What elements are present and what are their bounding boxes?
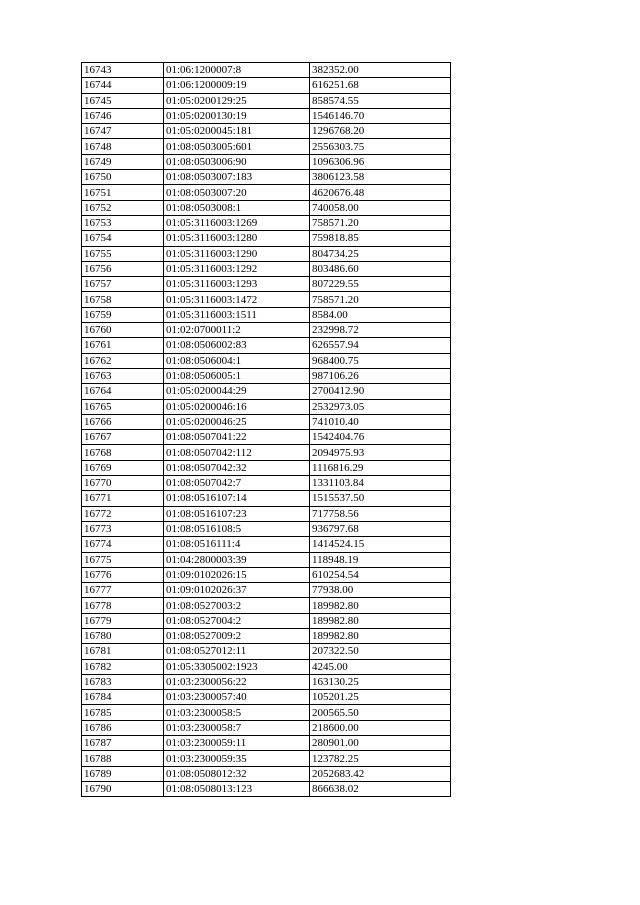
cadastral-number-cell: 01:08:0508012:32 bbox=[164, 766, 310, 781]
table-row bbox=[82, 613, 451, 628]
cadastral-number-cell: 01:05:3116003:1293 bbox=[164, 277, 310, 292]
table-row bbox=[82, 139, 451, 154]
table-row bbox=[82, 659, 451, 674]
value-cell: 4620676.48 bbox=[310, 185, 451, 200]
cadastral-number-cell: 01:03:2300059:35 bbox=[164, 751, 310, 766]
value-cell: 1296768.20 bbox=[310, 124, 451, 139]
cadastral-number-cell: 01:08:0507042:112 bbox=[164, 445, 310, 460]
cadastral-number-cell: 01:08:0507041:22 bbox=[164, 430, 310, 445]
cadastral-number-cell: 01:03:2300059:11 bbox=[164, 736, 310, 751]
row-number-cell: 16789 bbox=[82, 766, 164, 781]
table-row bbox=[82, 781, 451, 796]
value-cell: 200565.50 bbox=[310, 705, 451, 720]
cadastral-number-cell: 01:08:0527004:2 bbox=[164, 613, 310, 628]
table-row bbox=[82, 170, 451, 185]
value-cell: 382352.00 bbox=[310, 63, 451, 78]
cadastral-number-cell: 01:05:0200045:181 bbox=[164, 124, 310, 139]
row-number-cell: 16783 bbox=[82, 674, 164, 689]
value-cell: 1414524.15 bbox=[310, 537, 451, 552]
table-row bbox=[82, 399, 451, 414]
row-number-cell: 16750 bbox=[82, 170, 164, 185]
row-number-cell: 16764 bbox=[82, 384, 164, 399]
cadastral-number-cell: 01:08:0503005:601 bbox=[164, 139, 310, 154]
row-number-cell: 16760 bbox=[82, 323, 164, 338]
row-number-cell: 16786 bbox=[82, 720, 164, 735]
row-number-cell: 16785 bbox=[82, 705, 164, 720]
row-number-cell: 16765 bbox=[82, 399, 164, 414]
cadastral-number-cell: 01:03:2300058:7 bbox=[164, 720, 310, 735]
value-cell: 1542404.76 bbox=[310, 430, 451, 445]
row-number-cell: 16766 bbox=[82, 414, 164, 429]
cadastral-number-cell: 01:05:3116003:1511 bbox=[164, 307, 310, 322]
value-cell: 804734.25 bbox=[310, 246, 451, 261]
table-row bbox=[82, 292, 451, 307]
table-row bbox=[82, 476, 451, 491]
cadastral-number-cell: 01:08:0516107:23 bbox=[164, 506, 310, 521]
value-cell: 8584.00 bbox=[310, 307, 451, 322]
table-row bbox=[82, 200, 451, 215]
table-row bbox=[82, 705, 451, 720]
row-number-cell: 16770 bbox=[82, 476, 164, 491]
table-row bbox=[82, 353, 451, 368]
cadastral-number-cell: 01:08:0506004:1 bbox=[164, 353, 310, 368]
row-number-cell: 16781 bbox=[82, 644, 164, 659]
value-cell: 77938.00 bbox=[310, 583, 451, 598]
cadastral-number-cell: 01:08:0527012:11 bbox=[164, 644, 310, 659]
row-number-cell: 16778 bbox=[82, 598, 164, 613]
row-number-cell: 16755 bbox=[82, 246, 164, 261]
row-number-cell: 16747 bbox=[82, 124, 164, 139]
value-cell: 936797.68 bbox=[310, 521, 451, 536]
value-cell: 759818.85 bbox=[310, 231, 451, 246]
cadastral-number-cell: 01:08:0503006:90 bbox=[164, 154, 310, 169]
cadastral-number-cell: 01:08:0508013:123 bbox=[164, 781, 310, 796]
table-row bbox=[82, 628, 451, 643]
cadastral-number-cell: 01:03:2300057:40 bbox=[164, 690, 310, 705]
cadastral-number-cell: 01:08:0503008:1 bbox=[164, 200, 310, 215]
value-cell: 807229.55 bbox=[310, 277, 451, 292]
cadastral-number-cell: 01:08:0516107:14 bbox=[164, 491, 310, 506]
value-cell: 2556303.75 bbox=[310, 139, 451, 154]
table-row bbox=[82, 368, 451, 383]
value-cell: 866638.02 bbox=[310, 781, 451, 796]
value-cell: 218600.00 bbox=[310, 720, 451, 735]
value-cell: 610254.54 bbox=[310, 567, 451, 582]
cadastral-number-cell: 01:05:3116003:1280 bbox=[164, 231, 310, 246]
row-number-cell: 16749 bbox=[82, 154, 164, 169]
cadastral-number-cell: 01:05:0200046:16 bbox=[164, 399, 310, 414]
row-number-cell: 16769 bbox=[82, 460, 164, 475]
table-row bbox=[82, 414, 451, 429]
row-number-cell: 16790 bbox=[82, 781, 164, 796]
row-number-cell: 16752 bbox=[82, 200, 164, 215]
value-cell: 626557.94 bbox=[310, 338, 451, 353]
row-number-cell: 16780 bbox=[82, 628, 164, 643]
value-cell: 2052683.42 bbox=[310, 766, 451, 781]
table-row bbox=[82, 246, 451, 261]
value-cell: 717758.56 bbox=[310, 506, 451, 521]
row-number-cell: 16763 bbox=[82, 368, 164, 383]
value-cell: 123782.25 bbox=[310, 751, 451, 766]
value-cell: 118948.19 bbox=[310, 552, 451, 567]
cadastral-number-cell: 01:05:3116003:1290 bbox=[164, 246, 310, 261]
table-row bbox=[82, 338, 451, 353]
row-number-cell: 16771 bbox=[82, 491, 164, 506]
row-number-cell: 16756 bbox=[82, 261, 164, 276]
value-cell: 207322.50 bbox=[310, 644, 451, 659]
table-row bbox=[82, 460, 451, 475]
table-row bbox=[82, 124, 451, 139]
value-cell: 2700412.90 bbox=[310, 384, 451, 399]
value-cell: 1096306.96 bbox=[310, 154, 451, 169]
cadastral-number-cell: 01:04:2800003:39 bbox=[164, 552, 310, 567]
table-row bbox=[82, 154, 451, 169]
cadastral-number-cell: 01:09:0102026:37 bbox=[164, 583, 310, 598]
table-row bbox=[82, 720, 451, 735]
row-number-cell: 16772 bbox=[82, 506, 164, 521]
value-cell: 280901.00 bbox=[310, 736, 451, 751]
table-row bbox=[82, 567, 451, 582]
table-row bbox=[82, 323, 451, 338]
value-cell: 189982.80 bbox=[310, 613, 451, 628]
table-row bbox=[82, 674, 451, 689]
row-number-cell: 16788 bbox=[82, 751, 164, 766]
table-row bbox=[82, 231, 451, 246]
cadastral-number-cell: 01:05:0200046:25 bbox=[164, 414, 310, 429]
row-number-cell: 16759 bbox=[82, 307, 164, 322]
row-number-cell: 16784 bbox=[82, 690, 164, 705]
value-cell: 758571.20 bbox=[310, 215, 451, 230]
table-row bbox=[82, 430, 451, 445]
row-number-cell: 16768 bbox=[82, 445, 164, 460]
value-cell: 232998.72 bbox=[310, 323, 451, 338]
cadastral-number-cell: 01:05:0200129:25 bbox=[164, 93, 310, 108]
cadastral-number-cell: 01:08:0506005:1 bbox=[164, 368, 310, 383]
value-cell: 4245.00 bbox=[310, 659, 451, 674]
row-number-cell: 16743 bbox=[82, 63, 164, 78]
cadastral-number-cell: 01:08:0527009:2 bbox=[164, 628, 310, 643]
value-cell: 3806123.58 bbox=[310, 170, 451, 185]
table-row bbox=[82, 63, 451, 78]
cadastral-number-cell: 01:06:1200007:8 bbox=[164, 63, 310, 78]
row-number-cell: 16744 bbox=[82, 78, 164, 93]
table-row bbox=[82, 751, 451, 766]
cadastral-number-cell: 01:03:2300058:5 bbox=[164, 705, 310, 720]
cadastral-number-cell: 01:02:0700011:2 bbox=[164, 323, 310, 338]
row-number-cell: 16746 bbox=[82, 108, 164, 123]
row-number-cell: 16767 bbox=[82, 430, 164, 445]
value-cell: 1116816.29 bbox=[310, 460, 451, 475]
row-number-cell: 16751 bbox=[82, 185, 164, 200]
table-row bbox=[82, 506, 451, 521]
cadastral-number-cell: 01:03:2300056:22 bbox=[164, 674, 310, 689]
row-number-cell: 16757 bbox=[82, 277, 164, 292]
cadastral-number-cell: 01:05:3116003:1472 bbox=[164, 292, 310, 307]
cadastral-number-cell: 01:08:0516108:5 bbox=[164, 521, 310, 536]
table-row bbox=[82, 690, 451, 705]
row-number-cell: 16762 bbox=[82, 353, 164, 368]
cadastral-number-cell: 01:05:3116003:1269 bbox=[164, 215, 310, 230]
row-number-cell: 16773 bbox=[82, 521, 164, 536]
value-cell: 1515537.50 bbox=[310, 491, 451, 506]
value-cell: 2532973.05 bbox=[310, 399, 451, 414]
table-row bbox=[82, 108, 451, 123]
value-cell: 105201.25 bbox=[310, 690, 451, 705]
table-row bbox=[82, 583, 451, 598]
cadastral-number-cell: 01:08:0507042:32 bbox=[164, 460, 310, 475]
table-row bbox=[82, 736, 451, 751]
table-body bbox=[82, 63, 451, 797]
cadastral-number-cell: 01:08:0503007:20 bbox=[164, 185, 310, 200]
value-cell: 803486.60 bbox=[310, 261, 451, 276]
cadastral-number-cell: 01:05:0200044:29 bbox=[164, 384, 310, 399]
value-cell: 741010.40 bbox=[310, 414, 451, 429]
cadastral-number-cell: 01:08:0527003:2 bbox=[164, 598, 310, 613]
table-row bbox=[82, 766, 451, 781]
value-cell: 858574.55 bbox=[310, 93, 451, 108]
table-row bbox=[82, 384, 451, 399]
cadastral-number-cell: 01:05:3116003:1292 bbox=[164, 261, 310, 276]
value-cell: 616251.68 bbox=[310, 78, 451, 93]
cadastral-number-cell: 01:08:0507042:7 bbox=[164, 476, 310, 491]
row-number-cell: 16754 bbox=[82, 231, 164, 246]
table-row bbox=[82, 78, 451, 93]
value-cell: 740058.00 bbox=[310, 200, 451, 215]
cadastral-number-cell: 01:09:0102026:15 bbox=[164, 567, 310, 582]
cadastral-number-cell: 01:05:0200130:19 bbox=[164, 108, 310, 123]
row-number-cell: 16787 bbox=[82, 736, 164, 751]
cadastral-number-cell: 01:06:1200009:19 bbox=[164, 78, 310, 93]
value-cell: 1331103.84 bbox=[310, 476, 451, 491]
table-row bbox=[82, 537, 451, 552]
value-cell: 189982.80 bbox=[310, 598, 451, 613]
table-row bbox=[82, 215, 451, 230]
table-row bbox=[82, 598, 451, 613]
row-number-cell: 16758 bbox=[82, 292, 164, 307]
table-row bbox=[82, 491, 451, 506]
table-row bbox=[82, 445, 451, 460]
row-number-cell: 16774 bbox=[82, 537, 164, 552]
table-row bbox=[82, 261, 451, 276]
value-cell: 987106.26 bbox=[310, 368, 451, 383]
row-number-cell: 16779 bbox=[82, 613, 164, 628]
data-table bbox=[81, 62, 451, 797]
cadastral-number-cell: 01:08:0506002:83 bbox=[164, 338, 310, 353]
row-number-cell: 16775 bbox=[82, 552, 164, 567]
value-cell: 758571.20 bbox=[310, 292, 451, 307]
row-number-cell: 16777 bbox=[82, 583, 164, 598]
row-number-cell: 16761 bbox=[82, 338, 164, 353]
row-number-cell: 16753 bbox=[82, 215, 164, 230]
table-row bbox=[82, 93, 451, 108]
table-row bbox=[82, 307, 451, 322]
value-cell: 2094975.93 bbox=[310, 445, 451, 460]
value-cell: 189982.80 bbox=[310, 628, 451, 643]
table-row bbox=[82, 185, 451, 200]
cadastral-number-cell: 01:08:0516111:4 bbox=[164, 537, 310, 552]
row-number-cell: 16776 bbox=[82, 567, 164, 582]
value-cell: 1546146.70 bbox=[310, 108, 451, 123]
value-cell: 968400.75 bbox=[310, 353, 451, 368]
cadastral-number-cell: 01:08:0503007:183 bbox=[164, 170, 310, 185]
cadastral-number-cell: 01:05:3305002:1923 bbox=[164, 659, 310, 674]
table-row bbox=[82, 521, 451, 536]
table-row bbox=[82, 644, 451, 659]
table-row bbox=[82, 277, 451, 292]
row-number-cell: 16748 bbox=[82, 139, 164, 154]
table-row bbox=[82, 552, 451, 567]
row-number-cell: 16745 bbox=[82, 93, 164, 108]
row-number-cell: 16782 bbox=[82, 659, 164, 674]
value-cell: 163130.25 bbox=[310, 674, 451, 689]
